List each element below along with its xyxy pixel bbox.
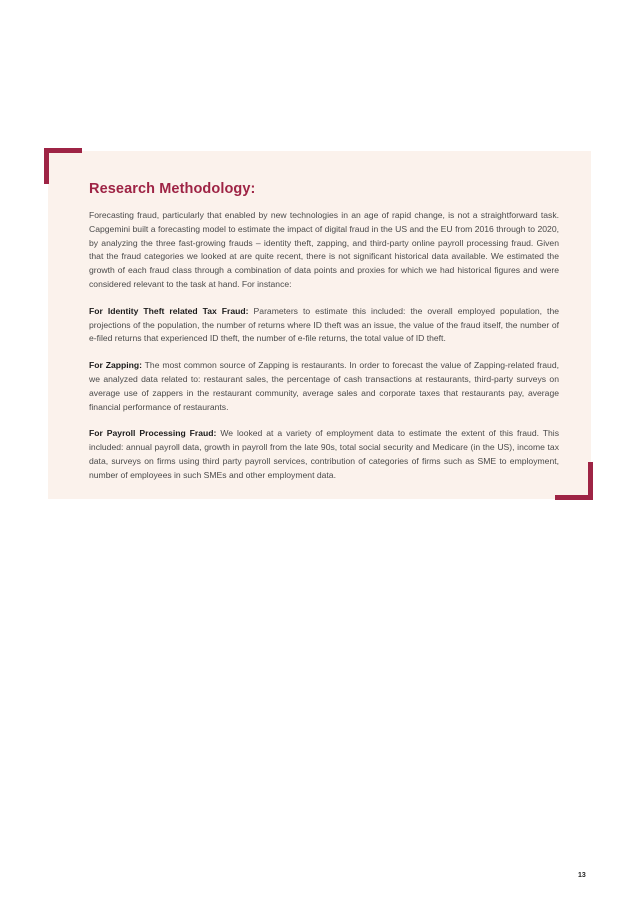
payroll-text: We looked at a variety of employment data to estimate the extent of this fraud. This included: annual payroll data, growth in payroll from the late 90s, total social security and Medicare (in the US), income tax data, surveys on firms using third party payroll services, contribution of categories of firms such as SME to employment, number of employees in such SMEs and other employment data. bbox=[89, 428, 559, 480]
page-number: 13 bbox=[578, 872, 586, 879]
identity-theft-paragraph bbox=[89, 305, 559, 346]
methodology-content bbox=[89, 181, 559, 496]
section-heading: Research Methodology: bbox=[89, 181, 256, 197]
zapping-text: The most common source of Zapping is restaurants. In order to forecast the value of Zapping-related fraud, we analyzed data related to: restaurant sales, the percentage of cash transactions at restaurants, third-party surveys on average use of zappers in the restaurant community, average sales and corporate taxes that restaurants pay, average financial performance of restaurants. bbox=[89, 360, 559, 412]
zapping-label: For Zapping: bbox=[89, 360, 142, 371]
payroll-label: For Payroll Processing Fraud: bbox=[89, 428, 217, 439]
payroll-paragraph bbox=[89, 427, 559, 482]
corner-bracket-bottom-right bbox=[555, 462, 593, 500]
identity-theft-label: For Identity Theft related Tax Fraud: bbox=[89, 305, 249, 316]
intro-paragraph: Forecasting fraud, particularly that enabled by new technologies in an age of rapid change, is not a straightforward task. Capgemini built a forecasting model to estimate the impact of digital fraud in the US and the EU from 2016 through to 2020, by analyzing the three fast-growing frauds – identity theft, zapping, and third-party online payroll processing fraud. Given that the fraud categories we looked at are quite recent, there is not significant historical data available. We estimated the growth of each fraud class through a combination of data points and proxies for which we had historical figures and were considered relevant to the task at hand. For instance: bbox=[89, 210, 559, 289]
identity-theft-text: Parameters to estimate this included: the overall employed population, the projections of the population, the number of returns where ID theft was an issue, the value of the fraud itself, the number of e-filed returns that experienced ID theft, the number of e-file returns, the total value of ID theft. bbox=[89, 305, 559, 344]
corner-bracket-top-left bbox=[44, 148, 82, 184]
zapping-paragraph bbox=[89, 359, 559, 414]
